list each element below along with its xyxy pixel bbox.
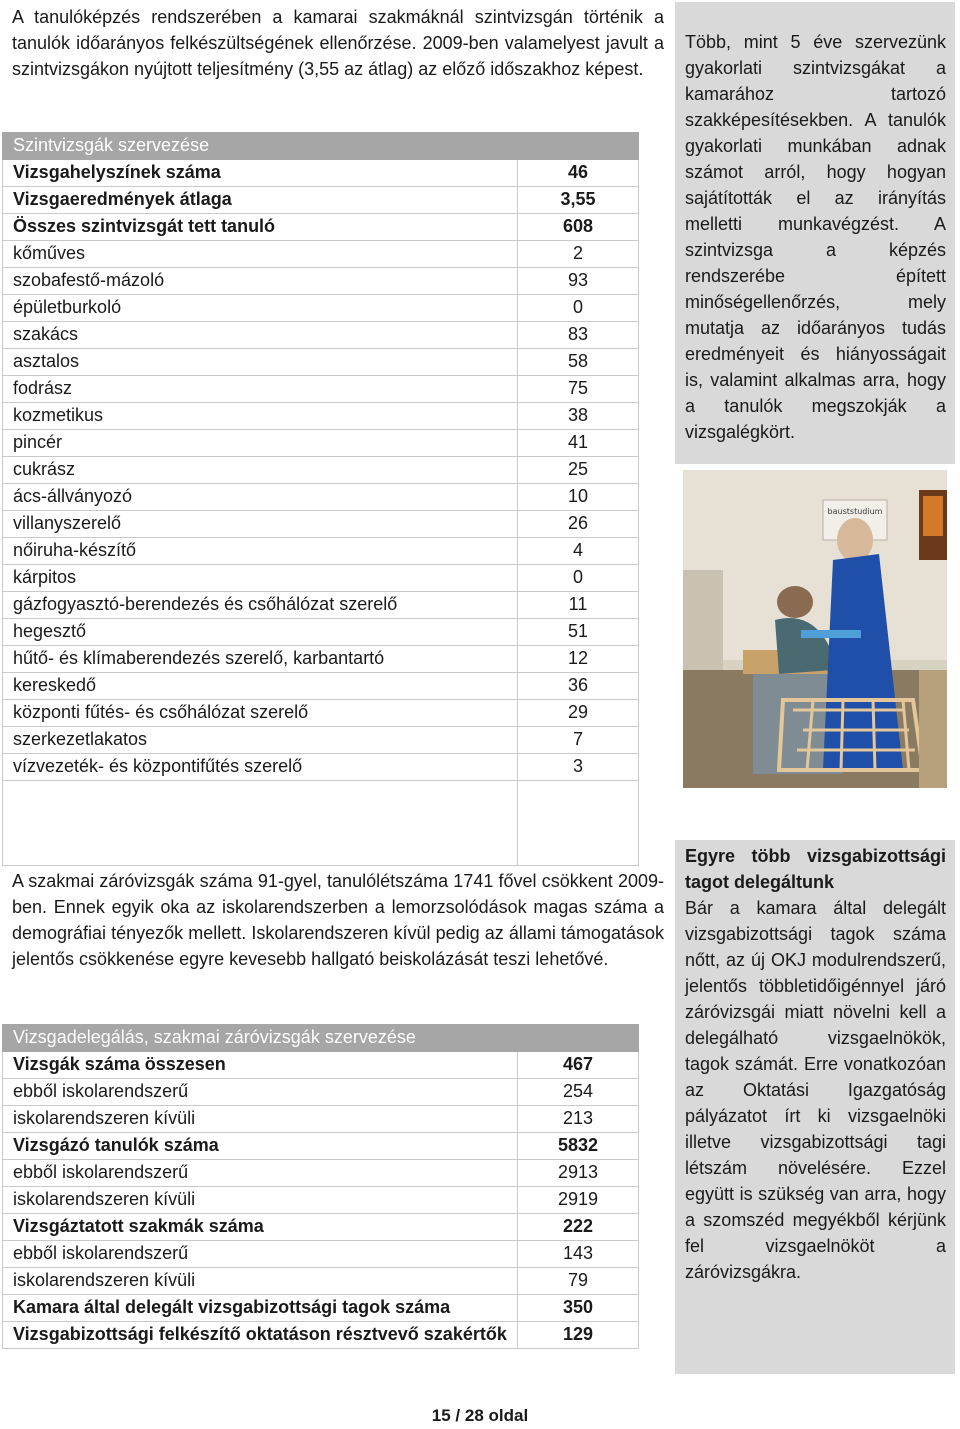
table-row [3,268,639,295]
sidebar-text: Több, mint 5 éve szervezünk gyakorlati szintvizsgákat a kamarához tartozó szakképesítésekben. A tanulók gyakorlati munkában adnak számot arról, hogy hogyan sajátították el az irányítás melletti munkavégzést. A szintvizsga a képzés rendszerébe épített minőségellenőrzés, mely mutatja az időarányos tudás eredményeit és hiányosságait is, valamint alkalmas arra, hogy a tanulók megszokják a vizsgalégkört. [685,32,946,442]
row-value: 3 [518,754,639,781]
row-label: ebből iskolarendszerű [3,1241,518,1268]
table-header: Vizsgadelegálás, szakmai záróvizsgák szervezése [3,1025,639,1052]
table-row [3,1241,639,1268]
row-value: 29 [518,700,639,727]
table-row [3,1322,639,1349]
row-label: szerkezetlakatos [3,727,518,754]
table-row [3,700,639,727]
row-label: pincér [3,430,518,457]
table-row [3,1160,639,1187]
table-row [3,565,639,592]
sidebar-box-delegation [675,840,955,1374]
table-row [3,592,639,619]
table-empty-row [3,781,639,866]
row-label: gázfogyasztó-berendezés és csőhálózat szerelő [3,592,518,619]
row-value: 350 [518,1295,639,1322]
row-value: 608 [518,214,639,241]
row-label: fodrász [3,376,518,403]
table-row [3,349,639,376]
row-value: 10 [518,484,639,511]
table-row [3,187,639,214]
table-row [3,1295,639,1322]
row-value: 222 [518,1214,639,1241]
photo-sign-text: bauststudium [827,507,883,516]
table-row [3,1214,639,1241]
table-row [3,1106,639,1133]
intro-paragraph: A tanulóképzés rendszerében a kamarai szakmáknál szintvizsgán történik a tanulók időarányos felkészültségének ellenőrzése. 2009-ben valamelyest javult a szintvizsgákon nyújtott teljesítmény (3,55 az átlag) az előző időszakhoz képest. [12,7,664,79]
row-value: 467 [518,1052,639,1079]
row-label: vízvezeték- és központifűtés szerelő [3,754,518,781]
workshop-photo-image [683,470,947,788]
final-exam-table [2,1024,639,1349]
row-label: ebből iskolarendszerű [3,1079,518,1106]
row-value: 3,55 [518,187,639,214]
row-value: 58 [518,349,639,376]
row-label: szobafestő-mázoló [3,268,518,295]
row-label: Vizsgahelyszínek száma [3,160,518,187]
row-value: 83 [518,322,639,349]
row-value: 0 [518,565,639,592]
row-value: 213 [518,1106,639,1133]
table-row [3,1079,639,1106]
row-value: 0 [518,295,639,322]
row-value: 2 [518,241,639,268]
row-label: hegesztő [3,619,518,646]
table-row [3,646,639,673]
table-row [3,1268,639,1295]
row-label: Vizsgáztatott szakmák száma [3,1214,518,1241]
level-exam-table [2,132,639,866]
row-label: iskolarendszeren kívüli [3,1106,518,1133]
row-label: kárpitos [3,565,518,592]
row-label: Vizsgaeredmények átlaga [3,187,518,214]
row-label: szakács [3,322,518,349]
table-row [3,376,639,403]
row-value: 2913 [518,1160,639,1187]
table-row [3,673,639,700]
row-value: 79 [518,1268,639,1295]
row-label: iskolarendszeren kívüli [3,1187,518,1214]
row-value: 46 [518,160,639,187]
row-label: iskolarendszeren kívüli [3,1268,518,1295]
row-value: 75 [518,376,639,403]
row-label: Vizsgázó tanulók száma [3,1133,518,1160]
sidebar-text: Bár a kamara által delegált vizsgabizottsági tagok száma nőtt, az új OKJ modulrendszerű, jelentős többletidőigénnyel járó záróvizsgái miatt növelni kell a delegálható vizsgaelnökök, tagok számát. Erre vonatkozóan az Oktatási Igazgatóság pályázatot írt ki vizsgaelnöki illetve vizsgabizottsági tagi létszám növelésére. Ezzel együtt is szükség van arra, hogy a szomszéd megyékből kérjünk fel vizsgaelnököt a záróvizsgákra. [685,898,946,1282]
row-value: 4 [518,538,639,565]
row-label: hűtő- és klímaberendezés szerelő, karbantartó [3,646,518,673]
table-row [3,160,639,187]
row-label: Kamara által delegált vizsgabizottsági tagok száma [3,1295,518,1322]
row-label: cukrász [3,457,518,484]
row-value: 36 [518,673,639,700]
row-label: asztalos [3,349,518,376]
row-label: kozmetikus [3,403,518,430]
sidebar-box-level-exams [675,2,955,464]
table-row [3,511,639,538]
row-label: kőműves [3,241,518,268]
table-row [3,322,639,349]
table-row [3,754,639,781]
table-row [3,295,639,322]
page-number: 15 / 28 oldal [431,1406,529,1425]
table-row [3,241,639,268]
row-label: nőiruha-készítő [3,538,518,565]
table-header-row [3,1025,639,1052]
row-value: 38 [518,403,639,430]
workshop-photo [683,470,947,788]
row-value: 143 [518,1241,639,1268]
table-row [3,457,639,484]
row-value: 51 [518,619,639,646]
table-row [3,214,639,241]
table-row [3,619,639,646]
row-label: épületburkoló [3,295,518,322]
table-row [3,538,639,565]
table-row [3,430,639,457]
table-row [3,403,639,430]
table-header: Szintvizsgák szervezése [3,133,639,160]
row-value: 5832 [518,1133,639,1160]
row-value: 93 [518,268,639,295]
row-label: Összes szintvizsgát tett tanuló [3,214,518,241]
row-value: 2919 [518,1187,639,1214]
table-row [3,1187,639,1214]
sidebar-heading: Egyre több vizsgabizottsági tagot delegáltunk [685,846,946,892]
row-value: 26 [518,511,639,538]
row-value: 254 [518,1079,639,1106]
row-label: ács-állványozó [3,484,518,511]
row-label: kereskedő [3,673,518,700]
row-value: 11 [518,592,639,619]
table-row [3,1052,639,1079]
row-label: Vizsgabizottsági felkészítő oktatáson résztvevő szakértők [3,1322,518,1349]
middle-paragraph: A szakmai záróvizsgák száma 91-gyel, tanulólétszáma 1741 fővel csökkent 2009-ben. Ennek egyik oka az iskolarendszerben a lemorzsolódások magas száma a demográfiai tényezők mellett. Iskolarendszeren kívül pedig az állami támogatások jelentős csökkenése egyre kevesebb hallgató beiskolázását teszi lehetővé. [12,871,664,969]
table-header-row [3,133,639,160]
row-label: villanyszerelő [3,511,518,538]
row-value: 25 [518,457,639,484]
row-label: központi fűtés- és csőhálózat szerelő [3,700,518,727]
table-row [3,727,639,754]
table-row [3,484,639,511]
row-value: 129 [518,1322,639,1349]
row-label: Vizsgák száma összesen [3,1052,518,1079]
row-value: 41 [518,430,639,457]
table-row [3,1133,639,1160]
row-value: 7 [518,727,639,754]
row-label: ebből iskolarendszerű [3,1160,518,1187]
row-value: 12 [518,646,639,673]
